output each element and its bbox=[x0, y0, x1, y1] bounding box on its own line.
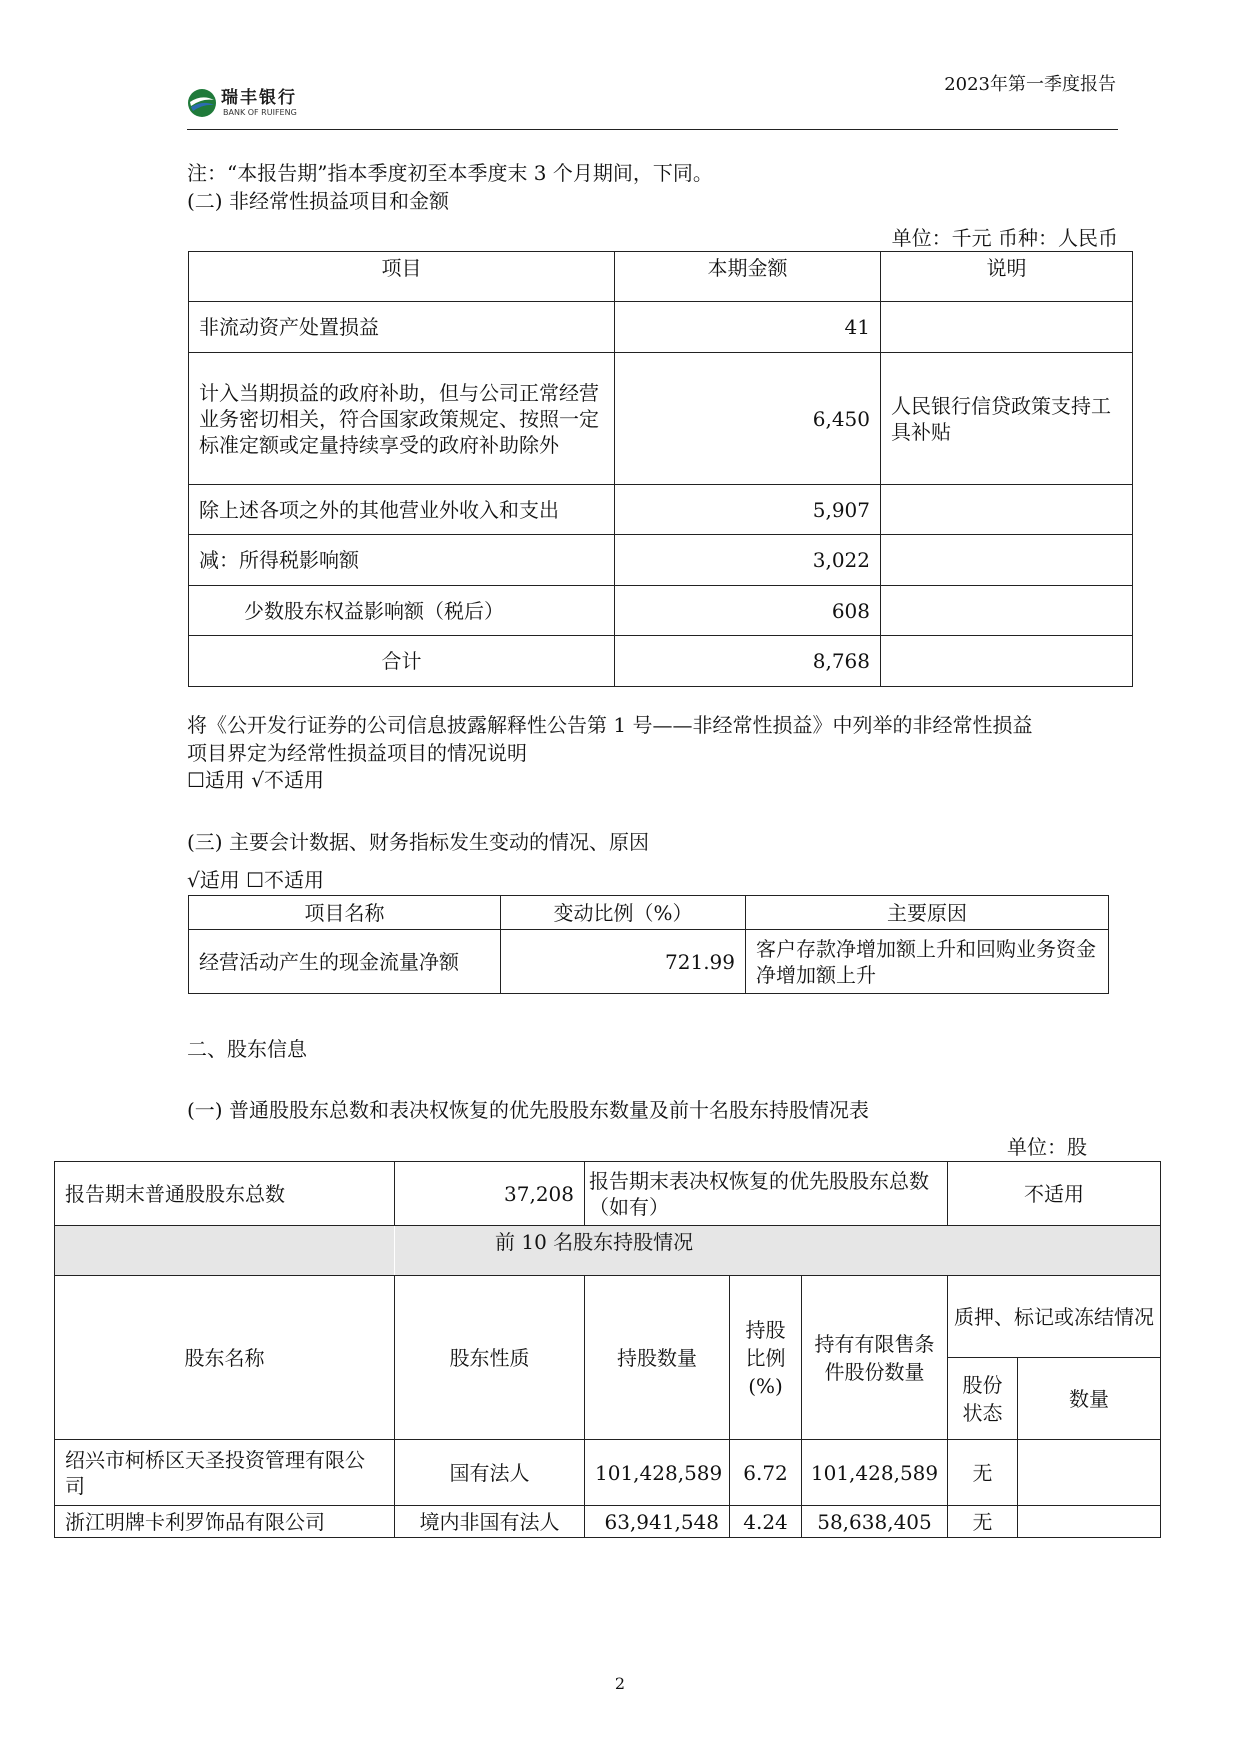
row-amount: 608 bbox=[615, 586, 881, 636]
row-reason: 客户存款净增加额上升和回购业务资金净增加额上升 bbox=[746, 930, 1109, 994]
shareholder-table bbox=[54, 1161, 1161, 1538]
row-pledge-status: 无 bbox=[948, 1506, 1018, 1538]
shareholder-section-title: 二、股东信息 bbox=[187, 1037, 307, 1061]
col-header-pledge-qty: 数量 bbox=[1018, 1358, 1161, 1440]
change-applicability: √适用 ☐不适用 bbox=[187, 868, 325, 892]
total-shareholders-value: 37,208 bbox=[395, 1162, 585, 1226]
report-title: 2023年第一季度报告 bbox=[944, 74, 1116, 95]
row-shareholder-name: 绍兴市柯桥区天圣投资管理有限公司 bbox=[55, 1440, 395, 1506]
col-header-amount: 本期金额 bbox=[615, 252, 881, 302]
row-ratio: 6.72 bbox=[730, 1440, 802, 1506]
row-note bbox=[881, 636, 1133, 687]
top10-title: 前 10 名股东持股情况 bbox=[395, 1226, 1161, 1276]
row-shareholder-name: 浙江明牌卡利罗饰品有限公司 bbox=[55, 1506, 395, 1538]
col-header-shareholder-name: 股东名称 bbox=[55, 1276, 395, 1440]
row-item: 除上述各项之外的其他营业外收入和支出 bbox=[189, 485, 615, 535]
row-pledge-qty bbox=[1018, 1440, 1161, 1506]
row-ratio: 4.24 bbox=[730, 1506, 802, 1538]
summary-row bbox=[55, 1162, 1161, 1226]
row-item: 少数股东权益影响额（税后） bbox=[189, 586, 615, 636]
row-note bbox=[881, 586, 1133, 636]
row-note: 人民银行信贷政策支持工具补贴 bbox=[881, 353, 1133, 485]
col-header-name: 项目名称 bbox=[189, 896, 501, 930]
change-table bbox=[188, 895, 1109, 994]
table-row bbox=[189, 930, 1109, 994]
shareholder-unit: 单位：股 bbox=[1007, 1135, 1087, 1159]
row-amount-total: 8,768 bbox=[615, 636, 881, 687]
row-shares: 101,428,589 bbox=[585, 1440, 730, 1506]
col-header-restricted: 持有有限售条件股份数量 bbox=[802, 1276, 948, 1440]
col-header-reason: 主要原因 bbox=[746, 896, 1109, 930]
shareholder-subtitle: (一) 普通股股东总数和表决权恢复的优先股股东数量及前十名股东持股情况表 bbox=[187, 1098, 869, 1122]
row-note bbox=[881, 535, 1133, 586]
col-header-shareholder-nature: 股东性质 bbox=[395, 1276, 585, 1440]
row-amount: 41 bbox=[615, 302, 881, 353]
col-header-shares: 持股数量 bbox=[585, 1276, 730, 1440]
definition-note-line1: 将《公开发行证券的公司信息披露解释性公告第 1 号——非经常性损益》中列举的非经常性损益 bbox=[187, 713, 1033, 737]
table-row bbox=[189, 485, 1133, 535]
table-row bbox=[55, 1506, 1161, 1538]
bank-logo bbox=[187, 88, 327, 122]
row-item-total: 合计 bbox=[189, 636, 615, 687]
unit-currency: 单位：千元 币种：人民币 bbox=[891, 226, 1118, 250]
nonrecurring-table bbox=[188, 251, 1133, 687]
definition-applicability: ☐适用 √不适用 bbox=[187, 768, 325, 792]
header-divider bbox=[187, 129, 1118, 130]
row-shareholder-nature: 国有法人 bbox=[395, 1440, 585, 1506]
row-name: 经营活动产生的现金流量净额 bbox=[189, 930, 501, 994]
row-item: 减：所得税影响额 bbox=[189, 535, 615, 586]
top10-title-row bbox=[55, 1226, 1161, 1276]
preferred-shareholders-value: 不适用 bbox=[948, 1162, 1161, 1226]
table-row bbox=[55, 1440, 1161, 1506]
total-shareholders-label: 报告期末普通股股东总数 bbox=[55, 1162, 395, 1226]
col-header-ratio: 变动比例（%） bbox=[501, 896, 746, 930]
logo-cn-text: 瑞丰银行 bbox=[221, 88, 297, 108]
table-row bbox=[189, 302, 1133, 353]
logo-en-text: BANK OF RUIFENG bbox=[223, 108, 297, 117]
table-header-row bbox=[189, 252, 1133, 302]
table-header-row bbox=[189, 896, 1109, 930]
table-header-row bbox=[55, 1276, 1161, 1358]
col-header-pledge-group: 质押、标记或冻结情况 bbox=[948, 1276, 1161, 1358]
table-row bbox=[189, 535, 1133, 586]
row-shareholder-nature: 境内非国有法人 bbox=[395, 1506, 585, 1538]
row-restricted: 101,428,589 bbox=[802, 1440, 948, 1506]
table-row bbox=[189, 586, 1133, 636]
row-note bbox=[881, 485, 1133, 535]
row-pledge-qty bbox=[1018, 1506, 1161, 1538]
col-header-ratio: 持股比例(%) bbox=[730, 1276, 802, 1440]
page-number: 2 bbox=[614, 1674, 626, 1693]
row-item: 计入当期损益的政府补助，但与公司正常经营业务密切相关，符合国家政策规定、按照一定标准定额或定量持续享受的政府补助除外 bbox=[189, 353, 615, 485]
period-note: 注：“本报告期”指本季度初至本季度末 3 个月期间，下同。 bbox=[187, 161, 713, 185]
col-header-item: 项目 bbox=[189, 252, 615, 302]
preferred-shareholders-label: 报告期末表决权恢复的优先股股东总数（如有） bbox=[585, 1162, 948, 1226]
row-amount: 5,907 bbox=[615, 485, 881, 535]
row-shares: 63,941,548 bbox=[585, 1506, 730, 1538]
top10-title-spacer bbox=[55, 1226, 395, 1276]
bank-logo-icon bbox=[187, 88, 217, 118]
change-section-title: (三) 主要会计数据、财务指标发生变动的情况、原因 bbox=[187, 830, 649, 854]
table-row bbox=[189, 353, 1133, 485]
definition-note-line2: 项目界定为经常性损益项目的情况说明 bbox=[187, 741, 527, 765]
row-amount: 6,450 bbox=[615, 353, 881, 485]
row-amount: 3,022 bbox=[615, 535, 881, 586]
row-ratio: 721.99 bbox=[501, 930, 746, 994]
row-restricted: 58,638,405 bbox=[802, 1506, 948, 1538]
row-pledge-status: 无 bbox=[948, 1440, 1018, 1506]
row-note bbox=[881, 302, 1133, 353]
col-header-note: 说明 bbox=[881, 252, 1133, 302]
col-header-pledge-status: 股份状态 bbox=[948, 1358, 1018, 1440]
row-item: 非流动资产处置损益 bbox=[189, 302, 615, 353]
table-total-row bbox=[189, 636, 1133, 687]
section-nonrecurring-title: (二) 非经常性损益项目和金额 bbox=[187, 189, 449, 213]
